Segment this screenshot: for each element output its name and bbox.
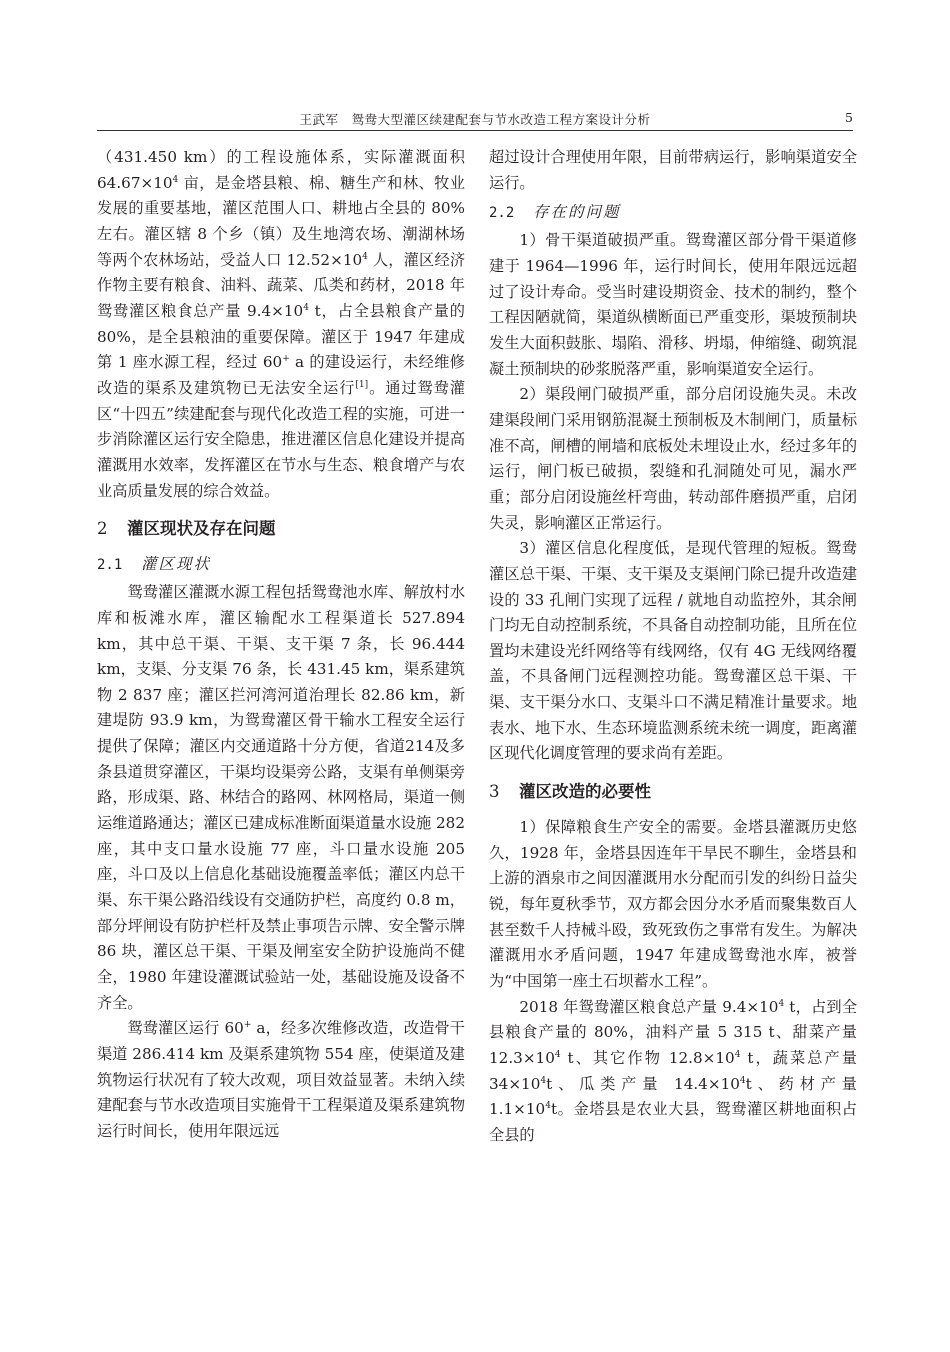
paragraph: 3）灌区信息化程度低，是现代管理的短板。鸳鸯灌区总干渠、干渠、支干渠及支渠闸门除已提升改造建设的 33 孔闸门实现了远程 / 就地自动监控外，其余闸门均无自动控制系统，不具备自动控制功能，且所在位置均未建设光纤网络等有线网络，仅有 4G 无线网络覆盖，不具备闸门远程测控功能。鸳鸯灌区总干渠、干渠、支干渠分水口、支渠斗口不满足精准计量要求。地表水、地下水、生态环境监测系统未统一调度，距离灌区现代化调度管理的要求尚有差距。 bbox=[489, 539, 857, 763]
paragraph: 鸳鸯灌区运行 60+ a，经多次维修改造，改造骨干渠道 286.414 km 及渠系建筑物 554 座，使渠道及建筑物运行状况有了较大改观，项目效益显著。未纳入续建配套与节水改造项目实施骨干工程渠道及渠系建筑物运行时间长，使用年限远远 bbox=[97, 1019, 465, 1140]
paragraph: （431.450 km）的工程设施体系，实际灌溉面积$64.67\times 10^4$ 亩，是金塔县粮、棉、糖生产和林、牧业发展的重要基地，灌区范围人口、耕地占全县的 80% 左右。灌区辖 8 个乡（镇）及生地湾农场、潮湖林场等两个农林场站，受益人口 $12.52\times 10^4$ 人，灌区经济作物主要有粮食、油料、蔬菜、瓜类和药材，2018 年鸳鸯灌区粮食总产量 $9.4\times 10^4$ t，占全县粮食产量的 80%，是全县粮油的重要保障。灌区于 1947 年建成第 1 座水源工程，经过 60+ a 的建设运行，未经维修改造的渠系及建筑物已无法安全运行[1]。通过鸳鸯灌区“十四五”续建配套与现代化改造工程的实施，可进一步消除灌区运行安全隐患，推进灌区信息化建设并提高灌溉用水效率，发挥灌区在节水与生态、粮食增产与农业高质量发展的综合效益。 bbox=[97, 148, 466, 500]
left-column bbox=[97, 145, 465, 1145]
running-header bbox=[97, 106, 853, 131]
paragraph: 1）骨干渠道破损严重。鸳鸯灌区部分骨干渠道修建于 1964—1996 年，运行时间长，使用年限远远超过了设计寿命。受当时建设期资金、技术的制约，整个工程因陋就简，渠道纵横断面已严重变形，渠坡预制块发生大面积鼓胀、塌陷、滑移、坍塌，伸缩缝、砌筑混凝土预制块的砂浆脱落严重，影响渠道安全运行。 bbox=[489, 231, 857, 378]
paragraph: 1）保障粮食生产安全的需要。金塔县灌溉历史悠久，1928 年，金塔县因连年干旱民不聊生，金塔县和上游的酒泉市之间因灌溉用水分配而引发的纠纷日益尖锐，每年夏秋季节，双方都会因分水矛盾而聚集数百人甚至数千人持械斗殴，致死致伤之事常有发生。为解决灌溉用水矛盾问题，1947 年建成鸳鸯池水库，被誉为“中国第一座土石坝蓄水工程”。 bbox=[489, 818, 857, 991]
section-heading-2: 2 灌区现状及存在问题 bbox=[97, 519, 276, 539]
paragraph: 2018 年鸳鸯灌区粮食总产量 $9.4\times 10^4$ t，占到全县粮食产量的 80%，油料产量 5 315 t、甜菜产量 $12.3\times 10^4$ t、其它作物 $12.8\times 10^4$ t，蔬菜总产量 $34\times 10^4t$、瓜类产量 $14.4\times 10^4t$、药材产量 $1.1\times 10^4t$。金塔县是农业大县，鸳鸯灌区耕地面积占全县的 bbox=[489, 997, 858, 1144]
citation-ref[interactable]: [1] bbox=[355, 379, 369, 390]
running-title: 王武军 鸳鸯大型灌区续建配套与节水改造工程方案设计分析 bbox=[299, 112, 651, 127]
right-column bbox=[489, 145, 857, 1149]
paragraph: 2）渠段闸门破损严重，部分启闭设施失灵。未改建渠段闸门采用钢筋混凝土预制板及木制闸门，质量标准不高，闸槽的闸墙和底板处未埋设止水，经过多年的运行，闸门板已破损，裂缝和孔洞随处可见，漏水严重；部分启闭设施丝杆弯曲，转动部件磨损严重，启闭失灵，影响灌区正常运行。 bbox=[489, 385, 857, 532]
paragraph: 超过设计合理使用年限，目前带病运行，影响渠道安全运行。 bbox=[489, 148, 857, 192]
paragraph: 鸳鸯灌区灌溉水源工程包括鸳鸯池水库、解放村水库和板滩水库，灌区输配水工程渠道长 527.894 km，其中总干渠、干渠、支干渠 7 条，长 96.444 km，支渠、分支渠 76 条，长 431.45 km，渠系建筑物 2 837 座；灌区拦河湾河道治理长 82.86 km，新建堤防 93.9 km，为鸳鸯灌区骨干输水工程安全运行提供了保障；灌区内交通道路十分方便，省道214及多条县道贯穿灌区，干渠均设渠旁公路，支渠有单侧渠旁路，形成渠、路、林结合的路网、林网格局，渠道一侧运维道路通达；灌区已建成标准断面渠道量水设施 282 座，其中支口量水设施 77 座，斗口量水设施 205 座，斗口及以上信息化基础设施覆盖率低；灌区内总干渠、东干渠公路沿线设有交通防护栏，高度约 0.8 m，部分坪闸设有防护栏杆及禁止事项告示牌、安全警示牌 86 块，灌区总干渠、干渠及闸室安全防护设施尚不健全，1980 年建设灌溉试验站一处，基础设施及设备不齐全。 bbox=[97, 583, 465, 1012]
page-number: 5 bbox=[845, 110, 853, 125]
subsection-heading-2-2: 2.2 存在的问题 bbox=[489, 203, 621, 222]
subsection-heading-2-1: 2.1 灌区现状 bbox=[97, 555, 212, 574]
section-heading-3: 3 灌区改造的必要性 bbox=[489, 782, 651, 802]
